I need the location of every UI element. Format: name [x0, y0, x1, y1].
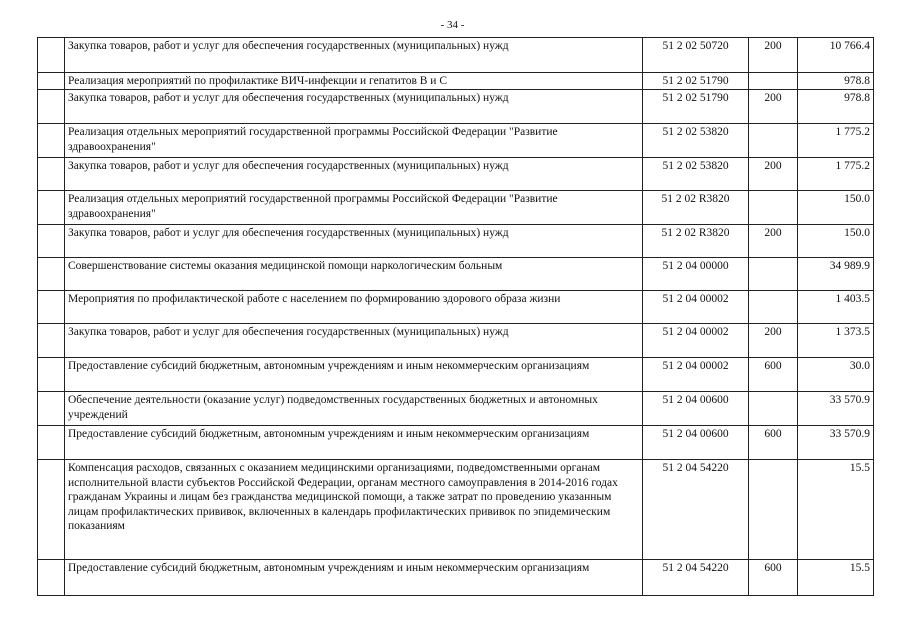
table-row [38, 560, 874, 596]
amount-cell: 33 570.9 [798, 392, 874, 426]
amount-cell: 978.8 [798, 90, 874, 124]
table-row [38, 460, 874, 560]
description-cell: Закупка товаров, работ и услуг для обеспечения государственных (муниципальных) нужд [65, 90, 643, 124]
amount-cell: 10 766.4 [798, 38, 874, 73]
target-code-cell: 51 2 04 54220 [643, 560, 749, 596]
description-cell: Предоставление субсидий бюджетным, автономным учреждениям и иным некоммерческим организациям [65, 560, 643, 596]
target-code-cell: 51 2 02 51790 [643, 90, 749, 124]
target-code-cell: 51 2 02 50720 [643, 38, 749, 73]
row-index-cell [38, 38, 65, 73]
table-row [38, 324, 874, 358]
description-cell: Реализация отдельных мероприятий государственной программы Российской Федерации "Развитие здравоохранения" [65, 124, 643, 158]
target-code-cell: 51 2 02 53820 [643, 158, 749, 191]
row-index-cell [38, 258, 65, 291]
description-cell: Компенсация расходов, связанных с оказанием медицинскими организациями, подведомственными органам исполнительной власти субъектов Российской Федерации, органам местного самоуправления в 2014-2016 годах гражданам Украины и лицам без гражданства медицинской помощи, а также затрат по проведению указанным лицам профилактических прививок, включенных в календарь профилактических прививок по эпидемическим показаниям [65, 460, 643, 560]
table-row [38, 90, 874, 124]
description-cell: Реализация мероприятий по профилактике ВИЧ-инфекции и гепатитов В и С [65, 73, 643, 90]
row-index-cell [38, 90, 65, 124]
row-index-cell [38, 191, 65, 225]
amount-cell: 1 775.2 [798, 124, 874, 158]
amount-cell: 978.8 [798, 73, 874, 90]
target-code-cell: 51 2 04 00600 [643, 426, 749, 460]
expense-type-cell [749, 73, 798, 90]
table-row [38, 258, 874, 291]
row-index-cell [38, 392, 65, 426]
budget-table [37, 37, 874, 596]
table-row [38, 225, 874, 258]
amount-cell: 34 989.9 [798, 258, 874, 291]
description-cell: Мероприятия по профилактической работе с населением по формированию здорового образа жизни [65, 291, 643, 324]
expense-type-cell: 200 [749, 90, 798, 124]
expense-type-cell: 200 [749, 158, 798, 191]
expense-type-cell [749, 258, 798, 291]
expense-type-cell: 600 [749, 426, 798, 460]
target-code-cell: 51 2 04 00002 [643, 358, 749, 392]
expense-type-cell [749, 460, 798, 560]
expense-type-cell [749, 124, 798, 158]
row-index-cell [38, 73, 65, 90]
description-cell: Совершенствование системы оказания медицинской помощи наркологическим больным [65, 258, 643, 291]
expense-type-cell: 200 [749, 324, 798, 358]
table-row [38, 358, 874, 392]
expense-type-cell: 200 [749, 225, 798, 258]
target-code-cell: 51 2 02 R3820 [643, 191, 749, 225]
target-code-cell: 51 2 02 R3820 [643, 225, 749, 258]
amount-cell: 30.0 [798, 358, 874, 392]
amount-cell: 1 775.2 [798, 158, 874, 191]
page-number: - 34 - [440, 19, 465, 31]
expense-type-cell [749, 191, 798, 225]
row-index-cell [38, 358, 65, 392]
row-index-cell [38, 225, 65, 258]
table-row [38, 38, 874, 73]
expense-type-cell: 200 [749, 38, 798, 73]
row-index-cell [38, 324, 65, 358]
target-code-cell: 51 2 02 51790 [643, 73, 749, 90]
target-code-cell: 51 2 04 00600 [643, 392, 749, 426]
amount-cell: 15.5 [798, 560, 874, 596]
expense-type-cell [749, 392, 798, 426]
row-index-cell [38, 560, 65, 596]
description-cell: Закупка товаров, работ и услуг для обеспечения государственных (муниципальных) нужд [65, 158, 643, 191]
table-row [38, 73, 874, 90]
target-code-cell: 51 2 04 00002 [643, 324, 749, 358]
table-row [38, 158, 874, 191]
amount-cell: 150.0 [798, 225, 874, 258]
target-code-cell: 51 2 04 00002 [643, 291, 749, 324]
amount-cell: 15.5 [798, 460, 874, 560]
row-index-cell [38, 460, 65, 560]
amount-cell: 1 403.5 [798, 291, 874, 324]
description-cell: Реализация отдельных мероприятий государственной программы Российской Федерации "Развитие здравоохранения" [65, 191, 643, 225]
description-cell: Закупка товаров, работ и услуг для обеспечения государственных (муниципальных) нужд [65, 324, 643, 358]
table-row [38, 392, 874, 426]
description-cell: Предоставление субсидий бюджетным, автономным учреждениям и иным некоммерческим организациям [65, 358, 643, 392]
target-code-cell: 51 2 04 54220 [643, 460, 749, 560]
table-row [38, 291, 874, 324]
row-index-cell [38, 291, 65, 324]
description-cell: Предоставление субсидий бюджетным, автономным учреждениям и иным некоммерческим организациям [65, 426, 643, 460]
row-index-cell [38, 426, 65, 460]
description-cell: Закупка товаров, работ и услуг для обеспечения государственных (муниципальных) нужд [65, 38, 643, 73]
expense-type-cell: 600 [749, 358, 798, 392]
amount-cell: 150.0 [798, 191, 874, 225]
target-code-cell: 51 2 04 00000 [643, 258, 749, 291]
amount-cell: 33 570.9 [798, 426, 874, 460]
amount-cell: 1 373.5 [798, 324, 874, 358]
table-row [38, 124, 874, 158]
description-cell: Закупка товаров, работ и услуг для обеспечения государственных (муниципальных) нужд [65, 225, 643, 258]
row-index-cell [38, 124, 65, 158]
description-cell: Обеспечение деятельности (оказание услуг) подведомственных государственных бюджетных и автономных учреждений [65, 392, 643, 426]
expense-type-cell [749, 291, 798, 324]
row-index-cell [38, 158, 65, 191]
table-row [38, 191, 874, 225]
target-code-cell: 51 2 02 53820 [643, 124, 749, 158]
expense-type-cell: 600 [749, 560, 798, 596]
table-row [38, 426, 874, 460]
